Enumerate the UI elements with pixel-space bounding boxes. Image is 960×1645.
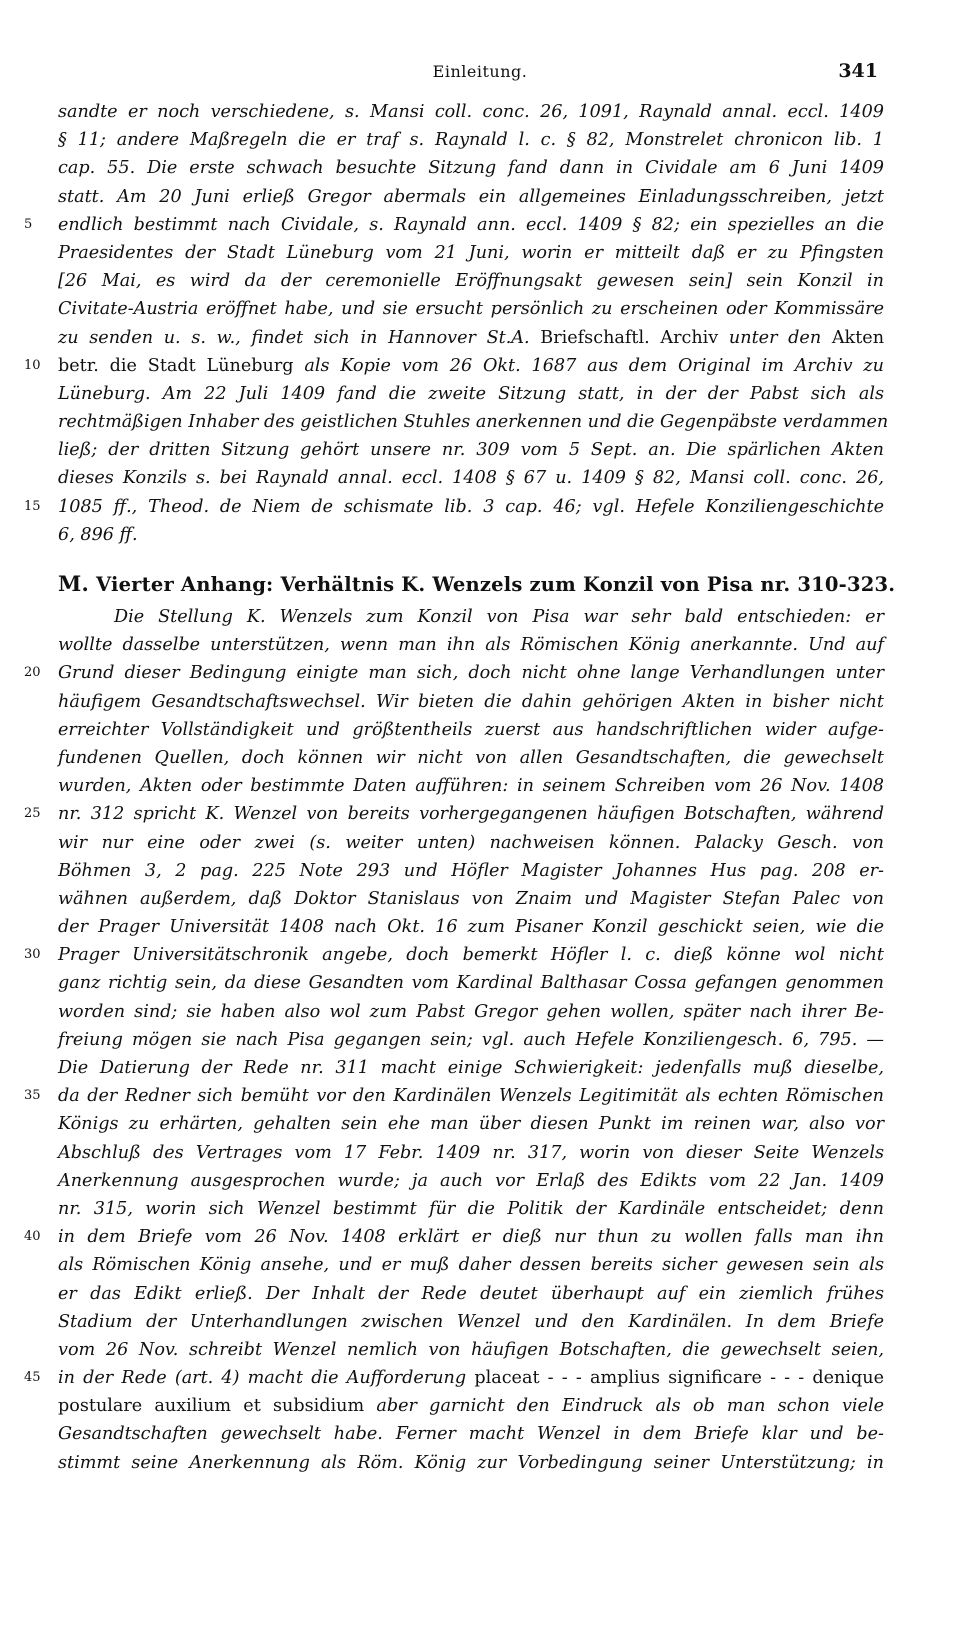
text-line <box>24 1082 884 1110</box>
text-line <box>24 352 884 380</box>
text-line-content: Grund dieser Bedingung einigte man sich, doch nicht ohne lange Verhandlungen unter <box>58 663 884 684</box>
text-line <box>24 1364 885 1392</box>
text-segment-roman: die Stadt Lüneburg <box>109 355 294 376</box>
page-number: 341 <box>838 60 878 82</box>
text-line: worden sind; sie haben also wol zum Pabst Gregor gehen wollen, später nach ihrer Be- <box>58 1001 884 1022</box>
text-line: dieses Konzils s. bei Raynald annal. eccl. 1408 § 67 u. 1409 § 82, Mansi coll. conc. 26, <box>58 468 884 489</box>
text-line-content: nr. 312 spricht K. Wenzel von bereits vorhergegangenen häufigen Botschaften, während <box>58 804 884 825</box>
line-number: 20 <box>24 665 41 681</box>
text-line <box>24 800 884 828</box>
text-line: 6, 896 ff. <box>58 524 138 545</box>
text-line-content: Prager Universitätschronik angebe, doch bemerkt Höfler l. c. dieß könne wol nicht <box>58 945 884 966</box>
line-number: 5 <box>24 216 33 232</box>
text-segment-roman: postulare auxilium et subsidium <box>58 1396 365 1417</box>
text-line: als Römischen König ansehe, und er muß daher dessen bereits sicher gewesen sein als <box>58 1255 884 1276</box>
text-line: statt. Am 20 Juni erließ Gregor abermals ein allgemeines Einladungsschreiben, jetzt <box>58 186 884 207</box>
text-line: rechtmäßigen Inhaber des geistlichen Stuhles anerkennen und die Gegenpäbste verdammen <box>58 412 889 433</box>
line-number: 35 <box>24 1088 41 1104</box>
text-line: Stadium der Unterhandlungen zwischen Wenzel und den Kardinälen. In dem Briefe <box>58 1311 884 1332</box>
text-line: vom 26 Nov. schreibt Wenzel nemlich von häufigen Botschaften, die gewechselt seien, <box>58 1339 884 1360</box>
text-line <box>24 659 884 687</box>
text-segment-italic: in der Rede (art. 4) macht die Aufforderung <box>58 1368 467 1389</box>
line-number: 45 <box>24 1370 41 1386</box>
text-line: Anerkennung ausgesprochen wurde; ja auch vor Erlaß des Edikts vom 22 Jan. 1409 <box>58 1170 884 1191</box>
text-line: Lüneburg. Am 22 Juli 1409 fand die zweite Sitzung statt, in der der Pabst sich als <box>58 383 884 404</box>
text-line: cap. 55. Die erste schwach besuchte Sitzung fand dann in Cividale am 6 Juni 1409 <box>58 158 884 179</box>
line-number: 15 <box>24 498 41 514</box>
text-line: wir nur eine oder zwei (s. weiter unten) nachweisen können. Palacky Gesch. von <box>58 832 884 853</box>
text-line: Die Datierung der Rede nr. 311 macht einige Schwierigkeit: jedenfalls muß dieselbe, <box>58 1058 884 1078</box>
text-line: er das Edikt erließ. Der Inhalt der Rede deutet überhaupt auf ein ziemlich frühes <box>58 1283 884 1304</box>
text-segment-roman: placeat - - - amplius significare - - - denique <box>474 1368 885 1389</box>
text-line <box>58 1392 884 1420</box>
text-line: sandte er noch verschiedene, s. Mansi coll. conc. 26, 1091, Raynald annal. eccl. 1409 <box>58 102 884 122</box>
text-segment-roman: Briefschaftl. Archiv <box>540 327 719 348</box>
text-line: erreichter Vollständigkeit und größtentheils zuerst aus handschriftlichen wider aufge- <box>58 719 884 740</box>
text-line: [26 Mai, es wird da der ceremonielle Eröffnungsakt gewesen sein] sein Konzil in <box>58 271 884 292</box>
text-line: stimmt seine Anerkennung als Röm. König zur Vorbedingung seiner Unterstützung; in <box>58 1452 884 1473</box>
text-line: Abschluß des Vertrages vom 17 Febr. 1409 nr. 317, worin von dieser Seite Wenzels <box>58 1142 884 1163</box>
running-head <box>0 60 960 88</box>
line-number: 25 <box>24 806 41 822</box>
text-segment-italic: aber garnicht den Eindruck als ob man schon viele <box>376 1396 885 1417</box>
text-line: der Prager Universität 1408 nach Okt. 16 zum Pisaner Konzil geschickt seien, wie die <box>58 917 884 938</box>
text-line: nr. 315, worin sich Wenzel bestimmt für die Politik der Kardinäle entscheidet; denn <box>58 1198 884 1219</box>
text-line: ließ; der dritten Sitzung gehört unsere nr. 309 vom 5 Sept. an. Die spärlichen Akten <box>58 440 884 461</box>
line-number: 30 <box>24 947 41 963</box>
text-segment-italic: unter den <box>728 327 822 348</box>
text-segment-roman: betr. <box>58 355 99 376</box>
text-line: fundenen Quellen, doch können wir nicht von allen Gesandtschaften, die gewechselt <box>58 747 884 768</box>
text-line: wähnen außerdem, daß Doktor Stanislaus von Znaim und Magister Stefan Palec von <box>58 888 884 909</box>
text-line-content: in dem Briefe vom 26 Nov. 1408 erklärt er dieß nur thun zu wollen falls man ihn <box>58 1227 884 1248</box>
running-head-title: Einleitung. <box>432 62 528 81</box>
section-letter: M. <box>58 571 89 596</box>
text-line: Civitate-Austria eröffnet habe, und sie ersucht persönlich zu erscheinen oder Kommissäre <box>58 299 884 320</box>
text-line: Praesidentes der Stadt Lüneburg vom 21 Juni, worin er mitteilt daß er zu Pfingsten <box>58 242 884 263</box>
text-line-content: endlich bestimmt nach Cividale, s. Raynald ann. eccl. 1409 § 82; ein spezielles an die <box>58 214 884 235</box>
text-line: Gesandtschaften gewechselt habe. Ferner macht Wenzel in dem Briefe klar und be- <box>58 1424 884 1445</box>
text-line <box>24 211 884 239</box>
text-line: wurden, Akten oder bestimmte Daten aufführen: in seinem Schreiben vom 26 Nov. 1408 <box>58 776 884 797</box>
text-line: wollte dasselbe unterstützen, wenn man ihn als Römischen König anerkannte. Und auf <box>58 635 884 656</box>
text-line <box>58 324 884 352</box>
text-segment-roman: Akten <box>831 327 885 348</box>
section-heading-text: Vierter Anhang: Verhältnis K. Wenzels zum Konzil von Pisa nr. 310-323. <box>95 573 896 596</box>
text-line <box>24 1223 884 1251</box>
text-line: Die Stellung K. Wenzels zum Konzil von Pisa war sehr bald entschieden: er <box>114 607 884 627</box>
text-line <box>24 493 884 521</box>
line-number: 10 <box>24 357 41 373</box>
line-number: 40 <box>24 1229 41 1245</box>
text-segment-italic: als Kopie vom 26 Okt. 1687 aus dem Original im Archiv zu <box>304 355 884 376</box>
text-line: freiung mögen sie nach Pisa gegangen sein; vgl. auch Hefele Konziliengesch. 6, 795. — <box>58 1029 884 1050</box>
section-heading <box>58 566 896 602</box>
text-segment-italic: zu senden u. s. w., findet sich in Hannover St.A. <box>58 327 530 348</box>
text-line: ganz richtig sein, da diese Gesandten vom Kardinal Balthasar Cossa gefangen genommen <box>58 973 884 994</box>
text-line: § 11; andere Maßregeln die er traf s. Raynald l. c. § 82, Monstrelet chronicon lib. 1 <box>58 130 884 151</box>
text-line: Böhmen 3, 2 pag. 225 Note 293 und Höfler Magister Johannes Hus pag. 208 er- <box>58 860 884 881</box>
text-line-content: 1085 ff., Theod. de Niem de schismate lib. 3 cap. 46; vgl. Hefele Konziliengeschichte <box>58 496 884 517</box>
text-line <box>24 941 884 969</box>
footnote-text-block <box>24 98 889 549</box>
text-line: Königs zu erhärten, gehalten sein ehe man über diesen Punkt im reinen war, also vor <box>58 1114 884 1135</box>
text-line: häufigem Gesandtschaftswechsel. Wir bieten die dahin gehörigen Akten in bisher nicht <box>58 691 884 712</box>
section-text-block <box>24 603 885 1477</box>
text-line-content: da der Redner sich bemüht vor den Kardinälen Wenzels Legitimität als echten Römischen <box>58 1086 884 1107</box>
